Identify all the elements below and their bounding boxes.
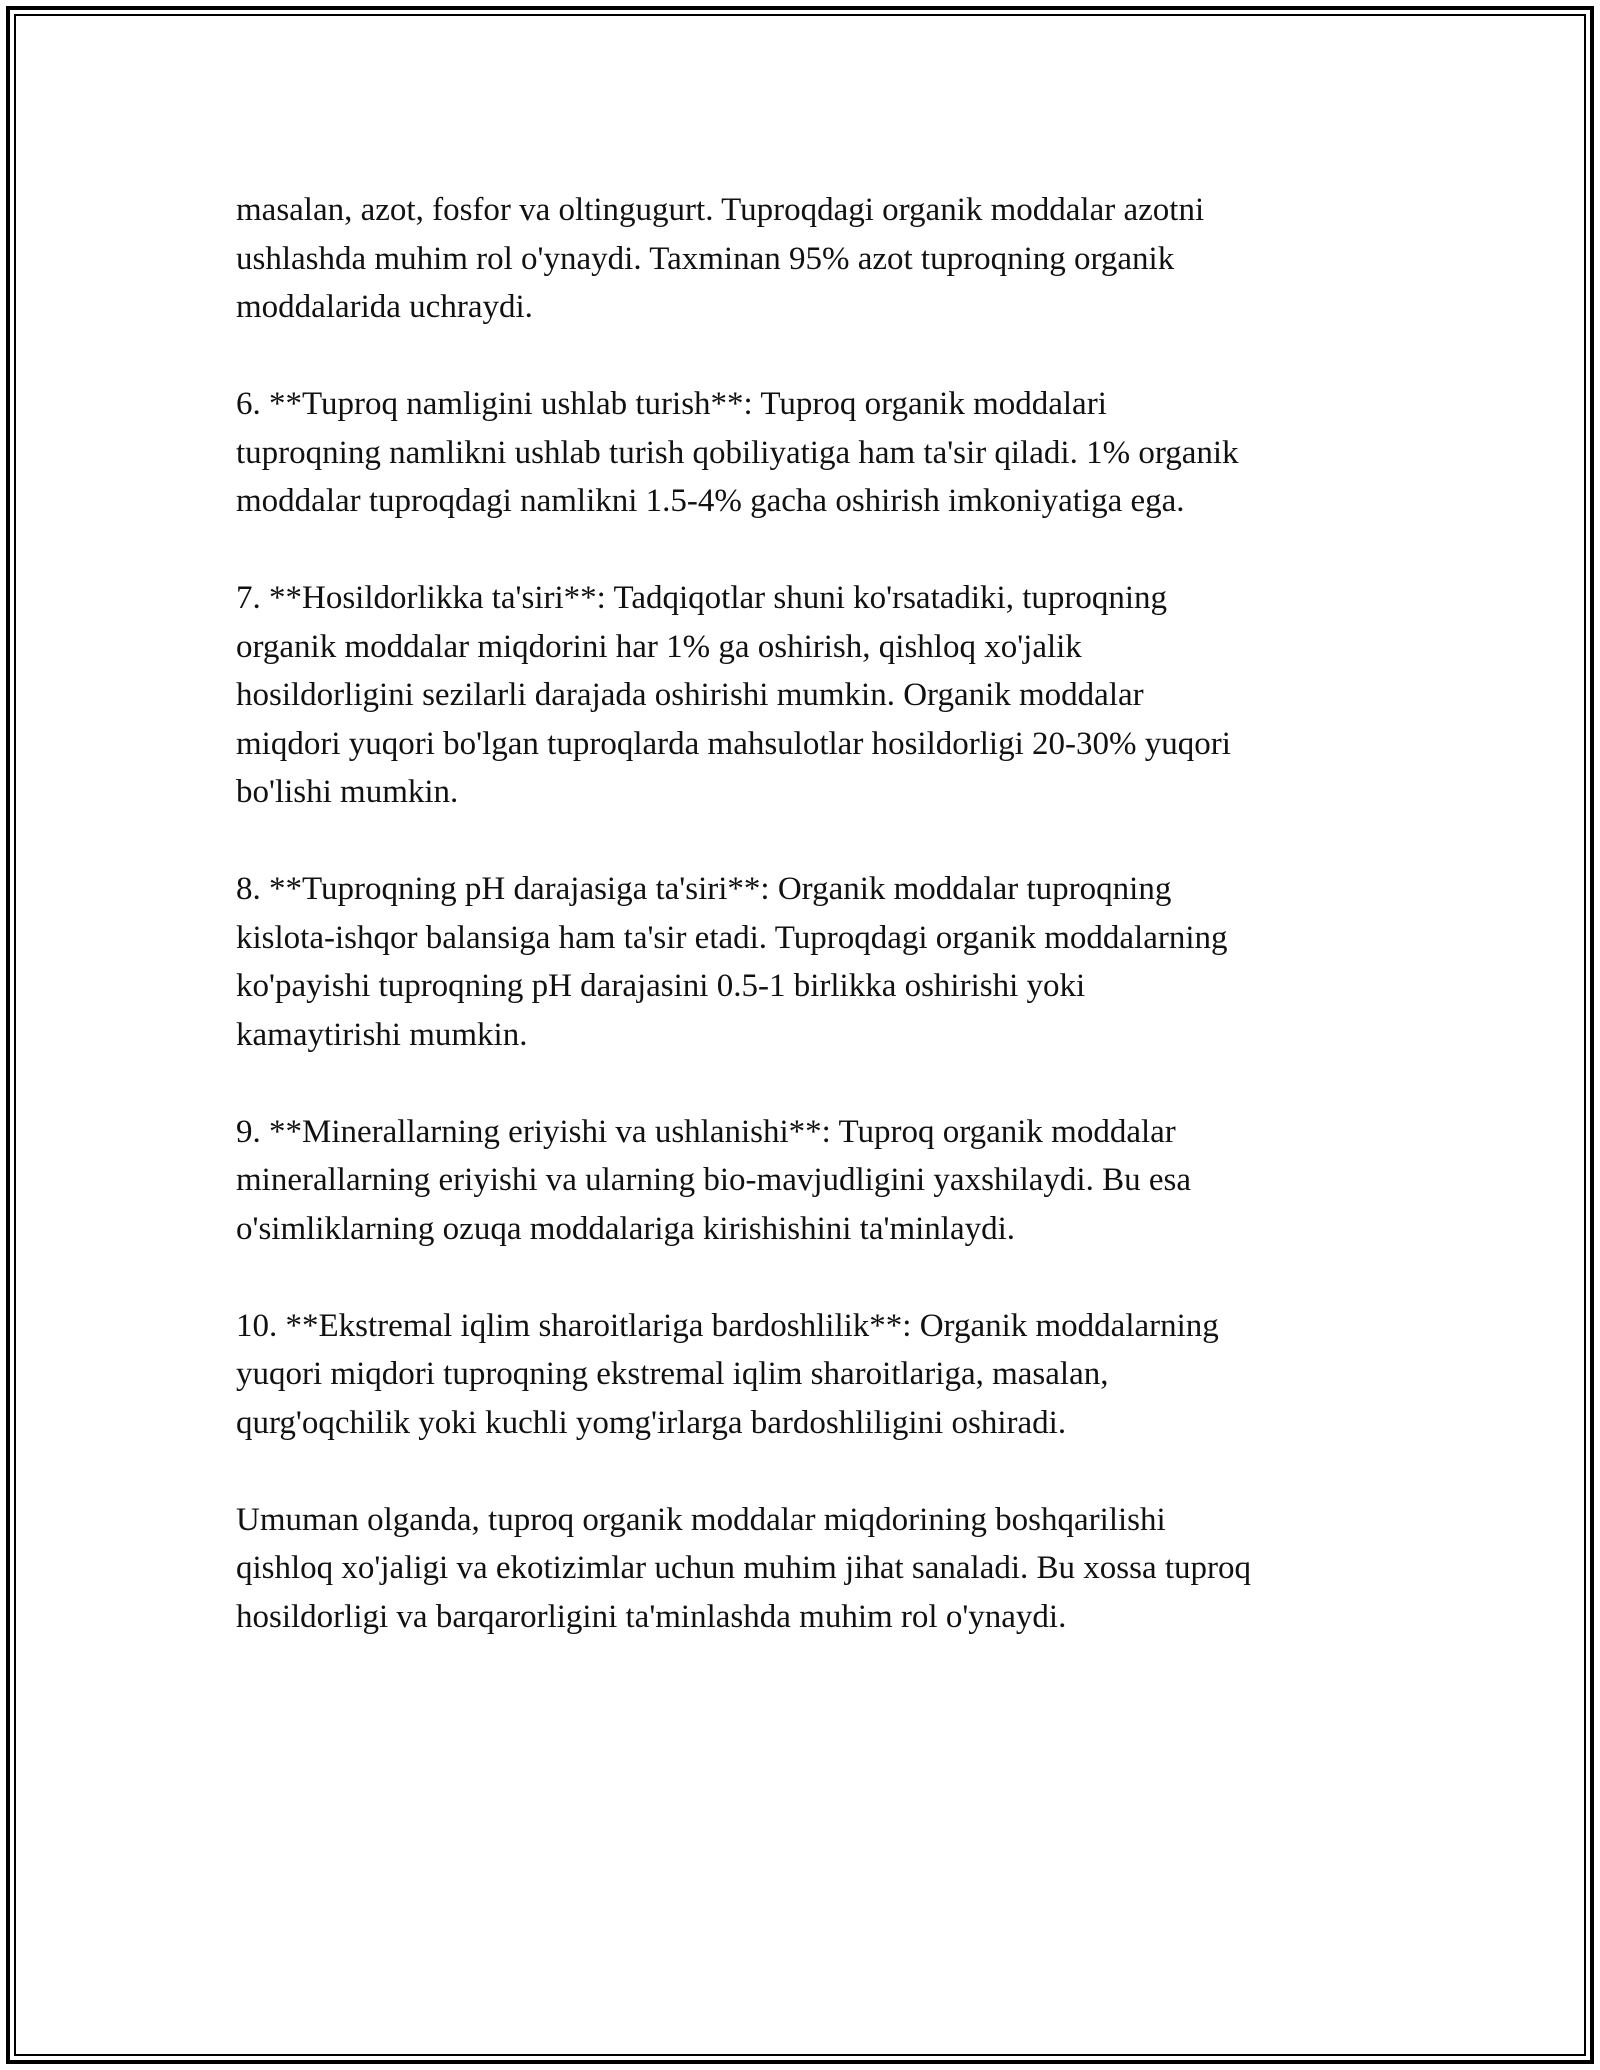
paragraph-item-8: 8. **Tuproqning pH darajasiga ta'siri**: Organik moddalar tuproqning kislota-ishqor balansiga ham ta'sir etadi. Tuproqdagi organik moddalarning ko'payishi tuproqning pH darajasini 0.5-1 birlikka oshirishi yoki kamaytirishi mumkin.: [236, 871, 1228, 1053]
paragraph-intro-continuation: masalan, azot, fosfor va oltingugurt. Tuproqdagi organik moddalar azotni ushlashda muhim rol o'ynaydi. Taxminan 95% azot tuproqning organik moddalarida uchraydi.: [236, 192, 1205, 325]
document-body: [236, 186, 1386, 1690]
paragraph-item-7: 7. **Hosildorlikka ta'siri**: Tadqiqotlar shuni ko'rsatadiki, tuproqning organik moddalar miqdorini har 1% ga oshirish, qishloq xo'jalik hosildorligini sezilarli darajada oshirishi mumkin. Organik moddalar miqdori yuqori bo'lgan tuproqlarda mahsulotlar hosildorligi 20-30% yuqori bo'lishi mumkin.: [236, 580, 1231, 810]
paragraph-conclusion: Umuman olganda, tuproq organik moddalar miqdorining boshqarilishi qishloq xo'jaligi va ekotizimlar uchun muhim jihat sanaladi. Bu xossa tuproq hosildorligi va barqarorligini ta'minlashda muhim rol o'ynaydi.: [236, 1501, 1252, 1635]
paragraph-item-9: 9. **Minerallarning eriyishi va ushlanishi**: Tuproq organik moddalar minerallarning eriyishi va ularning bio-mavjudligini yaxshilaydi. Bu esa o'simliklarning ozuqa moddalariga kirishishini ta'minlaydi.: [236, 1113, 1191, 1247]
paragraph-item-10: 10. **Ekstremal iqlim sharoitlariga bardoshlilik**: Organik moddalarning yuqori miqdori tuproqning ekstremal iqlim sharoitlariga, masalan, qurg'oqchilik yoki kuchli yomg'irlarga bardoshliligini oshiradi.: [236, 1307, 1219, 1441]
paragraph-item-6: 6. **Tuproq namligini ushlab turish**: Tuproq organik moddalari tuproqning namlikni ushlab turish qobiliyatiga ham ta'sir qiladi. 1% organik moddalar tuproqdagi namlikni 1.5-4% gacha oshirish imkoniyatiga ega.: [236, 386, 1239, 519]
